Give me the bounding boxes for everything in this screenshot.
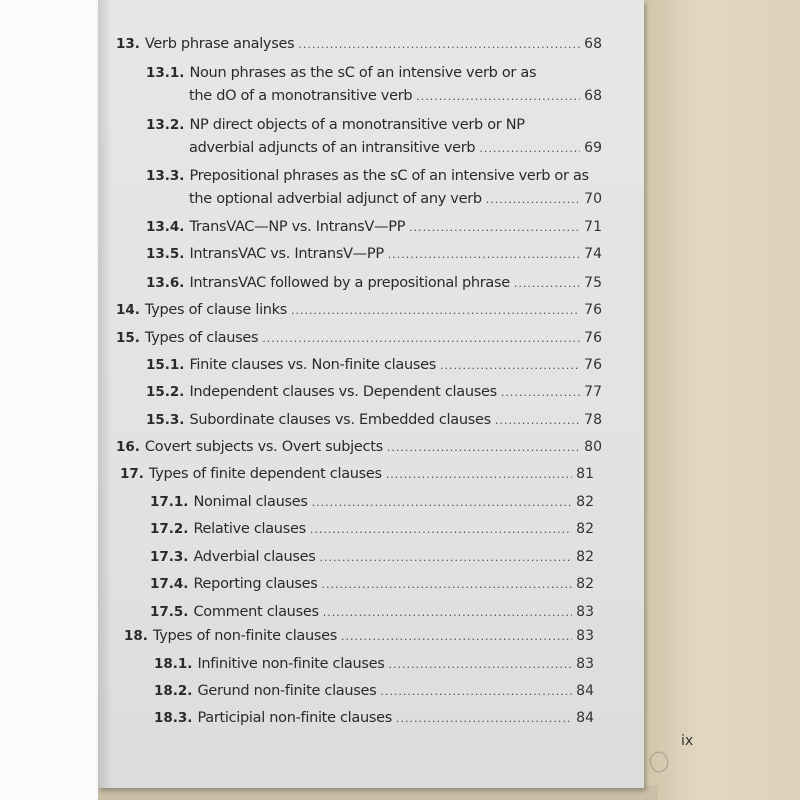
entry-number: 13.5. bbox=[146, 246, 185, 262]
entry-page: 70 bbox=[584, 191, 602, 207]
dot-leader bbox=[514, 277, 580, 290]
entry-title: Types of non-finite clauses bbox=[152, 628, 338, 644]
entry-title: the optional adverbial adjunct of any verb bbox=[189, 191, 482, 207]
toc-entry-continuation bbox=[189, 140, 602, 156]
entry-title: Types of clauses bbox=[144, 330, 259, 346]
entry-page: 82 bbox=[576, 494, 594, 510]
page-number: ix bbox=[681, 733, 694, 749]
toc-entry bbox=[124, 628, 594, 644]
entry-title: Infinitive non-finite clauses bbox=[197, 656, 385, 672]
entry-page: 84 bbox=[576, 710, 594, 726]
dot-leader bbox=[479, 142, 580, 155]
toc-entry bbox=[146, 65, 602, 81]
dot-leader bbox=[409, 221, 580, 234]
toc-entry bbox=[116, 439, 602, 455]
toc-entry bbox=[154, 683, 594, 699]
dot-leader bbox=[416, 90, 580, 103]
dot-leader bbox=[262, 332, 580, 345]
entry-page: 76 bbox=[584, 302, 602, 318]
toc-entry bbox=[116, 36, 602, 52]
entry-number: 13. bbox=[116, 36, 140, 52]
entry-number: 17. bbox=[120, 466, 144, 482]
entry-title: Reporting clauses bbox=[193, 576, 318, 592]
entry-number: 15.1. bbox=[146, 357, 185, 373]
toc-entry bbox=[146, 168, 602, 184]
dot-leader bbox=[389, 658, 573, 671]
toc-entry bbox=[154, 710, 594, 726]
dot-leader bbox=[387, 441, 580, 454]
entry-title: Participial non-finite clauses bbox=[197, 710, 393, 726]
entry-title: Subordinate clauses vs. Embedded clauses bbox=[189, 412, 491, 428]
dot-leader bbox=[310, 523, 572, 536]
toc-entry bbox=[146, 412, 602, 428]
entry-number: 13.1. bbox=[146, 65, 185, 81]
entry-page: 82 bbox=[576, 521, 594, 537]
entry-title: Comment clauses bbox=[193, 604, 319, 620]
dot-leader bbox=[322, 578, 573, 591]
book-page bbox=[98, 0, 694, 788]
entry-title: IntransVAC followed by a prepositional phrase bbox=[189, 275, 510, 291]
entry-number: 18.2. bbox=[154, 683, 193, 699]
toc-entry bbox=[116, 302, 602, 318]
entry-page: 84 bbox=[576, 683, 594, 699]
entry-page: 76 bbox=[584, 357, 602, 373]
entry-number: 18.3. bbox=[154, 710, 193, 726]
entry-title: Types of finite dependent clauses bbox=[148, 466, 382, 482]
dot-leader bbox=[495, 414, 580, 427]
dot-leader bbox=[486, 193, 580, 206]
toc-entry bbox=[120, 466, 594, 482]
toc-entry bbox=[150, 576, 594, 592]
entry-page: 74 bbox=[584, 246, 602, 262]
dot-leader bbox=[388, 248, 580, 261]
entry-title: Independent clauses vs. Dependent clauses bbox=[189, 384, 497, 400]
dot-leader bbox=[298, 38, 580, 51]
entry-page: 68 bbox=[584, 36, 602, 52]
entry-number: 17.3. bbox=[150, 549, 189, 565]
entry-number: 15.2. bbox=[146, 384, 185, 400]
toc-entry bbox=[150, 549, 594, 565]
entry-number: 13.2. bbox=[146, 117, 185, 133]
toc-entry bbox=[150, 604, 594, 620]
entry-title: TransVAC—NP vs. IntransV—PP bbox=[189, 219, 406, 235]
entry-page: 78 bbox=[584, 412, 602, 428]
dot-leader bbox=[386, 468, 572, 481]
entry-title: Verb phrase analyses bbox=[144, 36, 295, 52]
entry-page: 83 bbox=[576, 604, 594, 620]
toc-entry bbox=[154, 656, 594, 672]
toc-entry bbox=[146, 219, 602, 235]
entry-page: 81 bbox=[576, 466, 594, 482]
toc-entry bbox=[146, 275, 602, 291]
dot-leader bbox=[341, 630, 572, 643]
entry-number: 15. bbox=[116, 330, 140, 346]
entry-page: 82 bbox=[576, 549, 594, 565]
entry-title: Gerund non-finite clauses bbox=[197, 683, 377, 699]
entry-title: NP direct objects of a monotransitive verb or NP bbox=[189, 117, 525, 133]
entry-title: IntransVAC vs. IntransV—PP bbox=[189, 246, 384, 262]
entry-number: 17.1. bbox=[150, 494, 189, 510]
entry-page: 77 bbox=[584, 384, 602, 400]
entry-title: Nonimal clauses bbox=[193, 494, 308, 510]
entry-number: 13.4. bbox=[146, 219, 185, 235]
dot-leader bbox=[291, 304, 580, 317]
entry-title: Adverbial clauses bbox=[193, 549, 316, 565]
entry-number: 18.1. bbox=[154, 656, 193, 672]
page-gutter-shadow bbox=[98, 0, 112, 788]
entry-page: 68 bbox=[584, 88, 602, 104]
entry-title: Prepositional phrases as the sC of an intensive verb or as bbox=[189, 168, 589, 184]
entry-number: 16. bbox=[116, 439, 140, 455]
entry-page: 75 bbox=[584, 275, 602, 291]
entry-number: 15.3. bbox=[146, 412, 185, 428]
entry-title: adverbial adjuncts of an intransitive verb bbox=[189, 140, 476, 156]
toc-entry-continuation bbox=[189, 88, 602, 104]
entry-title: Finite clauses vs. Non-finite clauses bbox=[189, 357, 436, 373]
entry-page: 82 bbox=[576, 576, 594, 592]
entry-page: 83 bbox=[576, 656, 594, 672]
entry-title: Relative clauses bbox=[193, 521, 306, 537]
table-surface bbox=[640, 0, 800, 800]
toc-entry bbox=[116, 330, 602, 346]
entry-number: 13.3. bbox=[146, 168, 185, 184]
dot-leader bbox=[501, 386, 580, 399]
dot-leader bbox=[396, 712, 572, 725]
entry-number: 17.4. bbox=[150, 576, 189, 592]
entry-title: the dO of a monotransitive verb bbox=[189, 88, 413, 104]
dot-leader bbox=[312, 496, 573, 509]
entry-title: Types of clause links bbox=[144, 302, 288, 318]
entry-page: 80 bbox=[584, 439, 602, 455]
toc-entry bbox=[150, 494, 594, 510]
entry-number: 14. bbox=[116, 302, 140, 318]
dot-leader bbox=[323, 606, 572, 619]
entry-number: 17.5. bbox=[150, 604, 189, 620]
entry-page: 83 bbox=[576, 628, 594, 644]
entry-title: Noun phrases as the sC of an intensive verb or as bbox=[189, 65, 537, 81]
toc-entry bbox=[146, 384, 602, 400]
entry-title: Covert subjects vs. Overt subjects bbox=[144, 439, 383, 455]
dot-leader bbox=[320, 551, 573, 564]
entry-page: 69 bbox=[584, 140, 602, 156]
toc-entry bbox=[146, 117, 602, 133]
toc-entry bbox=[150, 521, 594, 537]
toc-entry bbox=[146, 246, 602, 262]
dot-leader bbox=[380, 685, 572, 698]
entry-number: 13.6. bbox=[146, 275, 185, 291]
toc-entry bbox=[146, 357, 602, 373]
entry-number: 18. bbox=[124, 628, 148, 644]
entry-number: 17.2. bbox=[150, 521, 189, 537]
toc-entry-continuation bbox=[189, 191, 602, 207]
entry-page: 76 bbox=[584, 330, 602, 346]
dot-leader bbox=[440, 359, 580, 372]
entry-page: 71 bbox=[584, 219, 602, 235]
